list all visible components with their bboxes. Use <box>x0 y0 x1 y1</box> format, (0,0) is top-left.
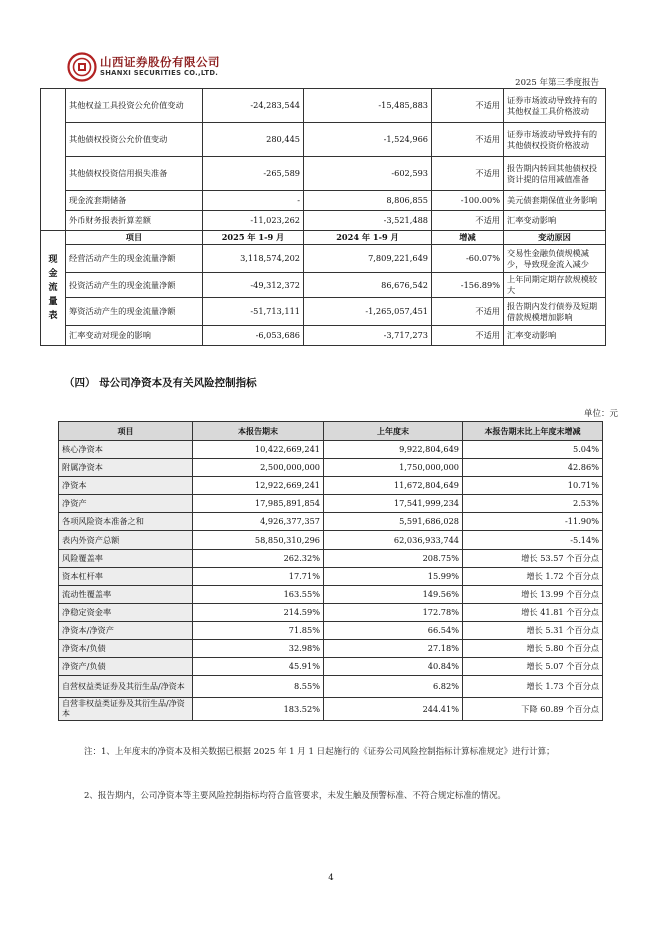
column-header: 项目 <box>66 231 203 245</box>
reason-cell: 汇率变动影响 <box>504 211 606 231</box>
page-header <box>60 48 605 86</box>
prior-value-cell: -3,521,488 <box>304 211 432 231</box>
current-value-cell: 10,422,669,241 <box>193 441 324 459</box>
current-value-cell: -49,312,372 <box>203 273 304 298</box>
change-cell: -156.89% <box>432 273 504 298</box>
unit-label: 单位：元 <box>583 409 618 419</box>
side-label-char: 量 <box>48 297 58 307</box>
change-cell: 不适用 <box>432 89 504 123</box>
table-row <box>59 495 603 513</box>
table-row <box>41 157 606 191</box>
side-label-char: 金 <box>48 269 58 279</box>
prior-value-cell: 244.41% <box>324 698 463 721</box>
item-cell: 各项风险资本准备之和 <box>59 513 193 531</box>
current-value-cell: 163.55% <box>193 585 324 603</box>
change-cell: 增长 1.73 个百分点 <box>463 676 603 698</box>
current-value-cell: -51,713,111 <box>203 298 304 326</box>
change-cell: -5.14% <box>463 531 603 549</box>
prior-value-cell: 86,676,542 <box>304 273 432 298</box>
change-cell: 增长 1.72 个百分点 <box>463 567 603 585</box>
item-cell: 自营权益类证券及其衍生品/净资本 <box>59 676 193 698</box>
reason-cell: 上年同期定期存款规模较大 <box>504 273 606 298</box>
table-row <box>59 585 603 603</box>
prior-value-cell: 17,541,999,234 <box>324 495 463 513</box>
column-header: 本报告期末 <box>193 422 324 441</box>
company-name-en: SHANXI SECURITIES CO.,LTD. <box>100 69 219 77</box>
company-name-cn: 山西证券股份有限公司 <box>100 55 220 69</box>
table-row <box>59 621 603 639</box>
item-cell: 净资本/净资产 <box>59 621 193 639</box>
net-capital-risk-table <box>58 421 603 721</box>
item-cell: 自营非权益类证券及其衍生品/净资本 <box>59 698 193 721</box>
cashflow-header-row <box>41 231 606 245</box>
table-row <box>41 273 606 298</box>
current-value-cell: -6,053,686 <box>203 326 304 346</box>
change-cell: 不适用 <box>432 326 504 346</box>
reason-cell: 汇率变动影响 <box>504 326 606 346</box>
item-cell: 其他债权投资信用损失准备 <box>66 157 203 191</box>
prior-value-cell: 172.78% <box>324 603 463 621</box>
current-value-cell: 3,118,574,202 <box>203 245 304 273</box>
current-value-cell: 45.91% <box>193 658 324 676</box>
item-cell: 汇率变动对现金的影响 <box>66 326 203 346</box>
item-cell: 风险覆盖率 <box>59 549 193 567</box>
current-value-cell: 262.32% <box>193 549 324 567</box>
table-row <box>41 245 606 273</box>
item-cell: 外币财务报表折算差额 <box>66 211 203 231</box>
table-row <box>59 567 603 585</box>
prior-value-cell: 66.54% <box>324 621 463 639</box>
prior-value-cell: 27.18% <box>324 640 463 658</box>
side-label-char: 表 <box>48 311 58 321</box>
item-cell: 现金流套期储备 <box>66 191 203 211</box>
change-cell: 不适用 <box>432 123 504 157</box>
side-blank <box>41 89 66 231</box>
item-cell: 经营活动产生的现金流量净额 <box>66 245 203 273</box>
table-row <box>59 549 603 567</box>
current-value-cell: 32.98% <box>193 640 324 658</box>
change-cell: 不适用 <box>432 157 504 191</box>
prior-value-cell: 149.56% <box>324 585 463 603</box>
current-value-cell: 280,445 <box>203 123 304 157</box>
change-cell: 下降 60.89 个百分点 <box>463 698 603 721</box>
current-value-cell: -265,589 <box>203 157 304 191</box>
section-title: （四） 母公司净资本及有关风险控制指标 <box>64 377 257 389</box>
current-value-cell: -11,023,262 <box>203 211 304 231</box>
current-value-cell: 214.59% <box>193 603 324 621</box>
table-row <box>59 441 603 459</box>
item-cell: 净资产/负债 <box>59 658 193 676</box>
table-row <box>59 477 603 495</box>
table-row <box>41 211 606 231</box>
prior-value-cell: 11,672,804,649 <box>324 477 463 495</box>
current-value-cell: 2,500,000,000 <box>193 459 324 477</box>
item-cell: 投资活动产生的现金流量净额 <box>66 273 203 298</box>
prior-value-cell: 8,806,855 <box>304 191 432 211</box>
table-row <box>59 513 603 531</box>
table-row <box>41 89 606 123</box>
current-value-cell: 17,985,891,854 <box>193 495 324 513</box>
current-value-cell: 71.85% <box>193 621 324 639</box>
change-cell: 不适用 <box>432 211 504 231</box>
reason-cell: 证券市场波动导致持有的其他权益工具价格波动 <box>504 89 606 123</box>
prior-value-cell: 5,591,686,028 <box>324 513 463 531</box>
change-cell: 增长 41.81 个百分点 <box>463 603 603 621</box>
item-cell: 净稳定资金率 <box>59 603 193 621</box>
table-row <box>41 191 606 211</box>
side-label-char: 现 <box>48 255 58 265</box>
current-value-cell: 4,926,377,357 <box>193 513 324 531</box>
change-cell: 2.53% <box>463 495 603 513</box>
change-cell: 不适用 <box>432 298 504 326</box>
company-logo-icon <box>67 52 97 82</box>
current-value-cell: 17.71% <box>193 567 324 585</box>
cashflow-side-label <box>41 231 66 346</box>
change-analysis-table <box>40 88 606 346</box>
column-header: 变动原因 <box>504 231 606 245</box>
current-value-cell: 58,850,310,296 <box>193 531 324 549</box>
reason-cell: 交易性金融负债规模减少，导致现金流入减少 <box>504 245 606 273</box>
reason-cell: 证券市场波动导致持有的其他债权投资价格波动 <box>504 123 606 157</box>
prior-value-cell: 40.84% <box>324 658 463 676</box>
column-header: 本报告期末比上年度末增减 <box>463 422 603 441</box>
column-header: 增减 <box>432 231 504 245</box>
reason-cell: 美元债套期保值业务影响 <box>504 191 606 211</box>
table-row <box>41 298 606 326</box>
table-row <box>59 640 603 658</box>
item-cell: 净资产 <box>59 495 193 513</box>
table-row <box>59 531 603 549</box>
item-cell: 表内外资产总额 <box>59 531 193 549</box>
current-value-cell: -24,283,544 <box>203 89 304 123</box>
change-cell: 增长 5.80 个百分点 <box>463 640 603 658</box>
prior-value-cell: -602,593 <box>304 157 432 191</box>
column-header: 项目 <box>59 422 193 441</box>
report-title: 2025 年第三季度报告 <box>515 78 599 88</box>
column-header: 2025 年 1-9 月 <box>203 231 304 245</box>
header-row <box>59 422 603 441</box>
change-cell: 增长 13.99 个百分点 <box>463 585 603 603</box>
column-header: 2024 年 1-9 月 <box>304 231 432 245</box>
item-cell: 其他权益工具投资公允价值变动 <box>66 89 203 123</box>
prior-value-cell: 9,922,804,649 <box>324 441 463 459</box>
item-cell: 筹资活动产生的现金流量净额 <box>66 298 203 326</box>
table-row <box>41 123 606 157</box>
change-cell: 增长 5.31 个百分点 <box>463 621 603 639</box>
item-cell: 净资本/负债 <box>59 640 193 658</box>
current-value-cell: 183.52% <box>193 698 324 721</box>
change-cell: 增长 5.07 个百分点 <box>463 658 603 676</box>
current-value-cell: 12,922,669,241 <box>193 477 324 495</box>
current-value-cell: - <box>203 191 304 211</box>
table-row <box>59 459 603 477</box>
change-cell: 10.71% <box>463 477 603 495</box>
prior-value-cell: 7,809,221,649 <box>304 245 432 273</box>
item-cell: 流动性覆盖率 <box>59 585 193 603</box>
table-row <box>41 326 606 346</box>
note-2: 2、报告期内，公司净资本等主要风险控制指标均符合监管要求，未发生触及预警标准、不符合规定标准的情况。 <box>84 791 506 801</box>
prior-value-cell: -1,265,057,451 <box>304 298 432 326</box>
item-cell: 附属净资本 <box>59 459 193 477</box>
item-cell: 其他债权投资公允价值变动 <box>66 123 203 157</box>
prior-value-cell: 15.99% <box>324 567 463 585</box>
table-row <box>59 658 603 676</box>
table-row <box>59 698 603 721</box>
prior-value-cell: 1,750,000,000 <box>324 459 463 477</box>
column-header: 上年度末 <box>324 422 463 441</box>
prior-value-cell: -3,717,273 <box>304 326 432 346</box>
prior-value-cell: 208.75% <box>324 549 463 567</box>
change-cell: -100.00% <box>432 191 504 211</box>
item-cell: 资本杠杆率 <box>59 567 193 585</box>
change-cell: -11.90% <box>463 513 603 531</box>
item-cell: 净资本 <box>59 477 193 495</box>
prior-value-cell: 6.82% <box>324 676 463 698</box>
current-value-cell: 8.55% <box>193 676 324 698</box>
change-cell: 增长 53.57 个百分点 <box>463 549 603 567</box>
change-cell: -60.07% <box>432 245 504 273</box>
prior-value-cell: -15,485,883 <box>304 89 432 123</box>
table-row <box>59 603 603 621</box>
change-cell: 42.86% <box>463 459 603 477</box>
page-number: 4 <box>328 873 334 883</box>
prior-value-cell: -1,524,966 <box>304 123 432 157</box>
item-cell: 核心净资本 <box>59 441 193 459</box>
reason-cell: 报告期内发行债券及短期借款规模增加影响 <box>504 298 606 326</box>
table-row <box>59 676 603 698</box>
side-label-char: 流 <box>48 283 58 293</box>
note-1: 注：1、上年度末的净资本及相关数据已根据 2025 年 1 月 1 日起施行的《证券公司风险控制指标计算标准规定》进行计算； <box>84 747 555 757</box>
reason-cell: 报告期内转回其他债权投资计提的信用减值准备 <box>504 157 606 191</box>
prior-value-cell: 62,036,933,744 <box>324 531 463 549</box>
change-cell: 5.04% <box>463 441 603 459</box>
